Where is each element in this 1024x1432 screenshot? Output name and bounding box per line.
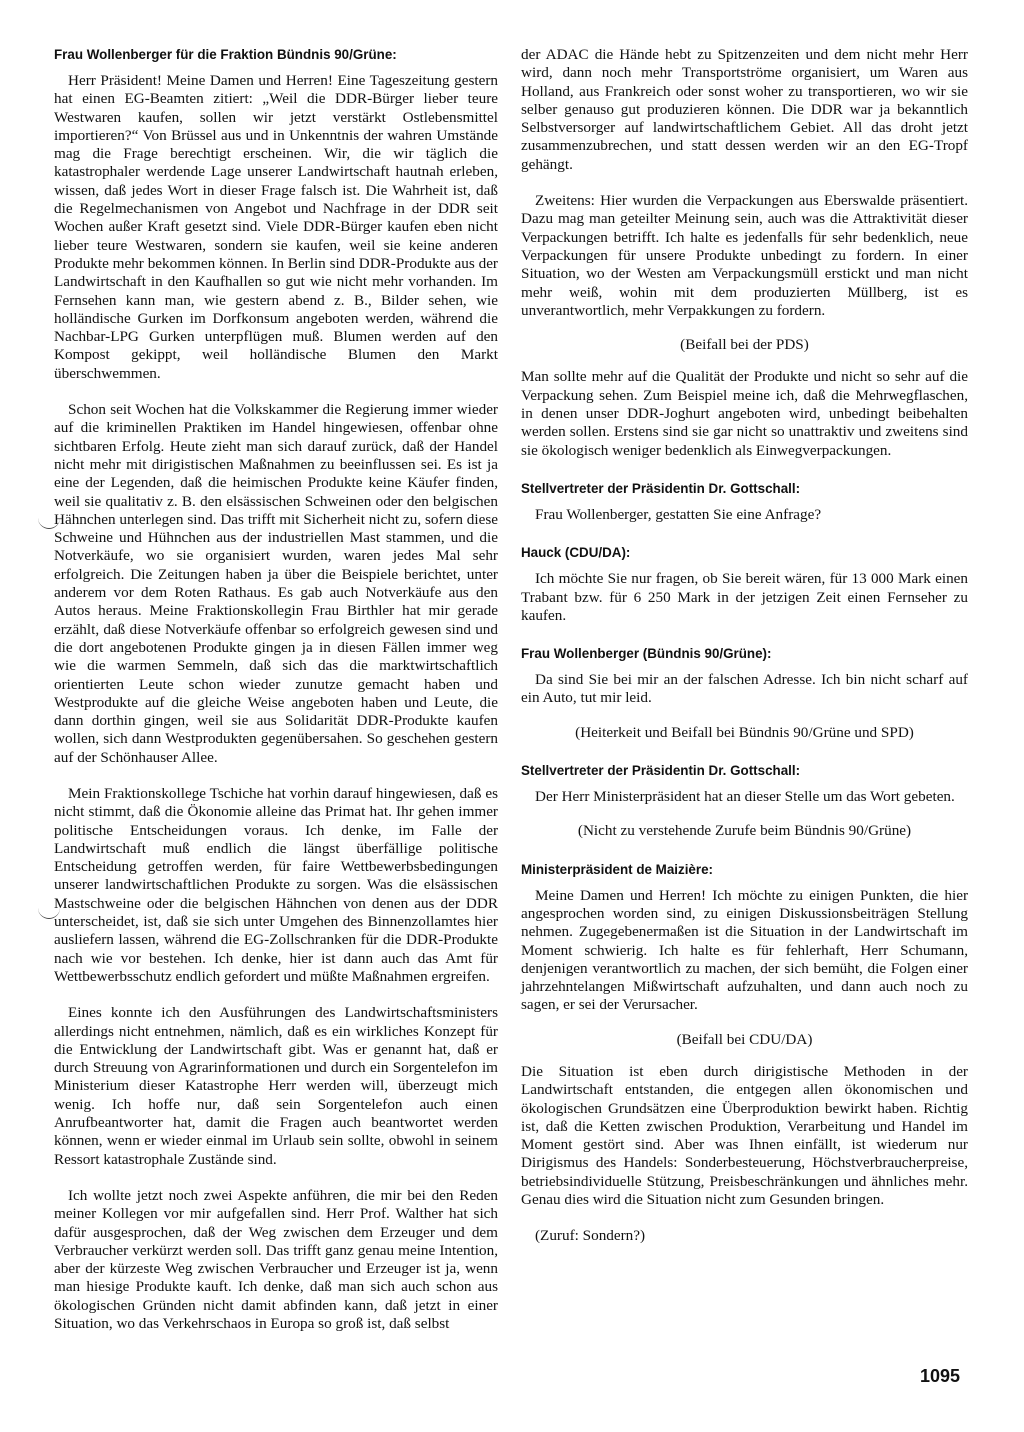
paragraph: Ich wollte jetzt noch zwei Aspekte anführen, die mir bei den Reden meiner Kollegen vor mir aufgefallen sind. Herr Prof. Walther hat sich dafür ausgesprochen, daß der Weg zwischen dem Erzeuger und dem Verbraucher verkürzt werden soll. Das trifft ganz genau meine Intention, aber der kürzeste Weg zwischen Verbraucher und Erzeuger ist ja, wenn man hiesige Produkte kauft. Ich denke, daß man sich auch schon aus ökologischen Gründen nicht damit abfinden kann, daß jetzt in einer Situation, wo das Verkehrschaos in Europa so groß ist, daß selbst xyxy=(54,1186,498,1332)
paragraph: Ich möchte Sie nur fragen, ob Sie bereit wären, für 13 000 Mark einen Trabant bzw. für 6 250 Mark in der jetzigen Zeit einen Fernseher zu kaufen. xyxy=(521,570,968,624)
right-column xyxy=(521,46,968,1246)
paragraph: Da sind Sie bei mir an der falschen Adresse. Ich bin nicht scharf auf ein Auto, tut mir leid. xyxy=(521,671,968,707)
paragraph: Zweitens: Hier wurden die Verpackungen aus Eberswalde präsentiert. Dazu mag man geteilter Meinung sein, auch was die Attraktivität dieser Verpackungen betrifft. Ich halte es jedenfalls für sehr bedenklich, neue Verpackungen für unsere Produkte unbedingt zu fordern. In einer Situation, wo der Westen am Verpackungsmüll erstickt und man nicht mehr weiß, wohin mit dem produzierten Müllberg, ist es unverantwortlich, mehr Verpakkungen zu fordern. xyxy=(521,192,968,319)
speaker-heading: Frau Wollenberger (Bündnis 90/Grüne): xyxy=(521,646,772,662)
paragraph: Frau Wollenberger, gestatten Sie eine Anfrage? xyxy=(535,505,822,523)
page-number: 1095 xyxy=(920,1366,961,1386)
paragraph: Eines konnte ich den Ausführungen des Landwirtschaftsministers allerdings nicht entnehmen, nämlich, daß es ein wirkliches Konzept für die Entwicklung der Landwirtschaft gibt. Was er genannt hat, daß er durch Streuung von Agrarinformationen und durch ein Sorgentelefon im Ministerium dieser Katastrophe Herr werden will, überzeugt mich wenig. Ich hoffe nur, daß sein Sorgentelefon auch einen Anrufbeantworter hat, damit die Fragen auch beantwortet werden können, wenn er wieder einmal im Urlaub sein sollte, obwohl in seinem Ressort katastrophale Zustände sind. xyxy=(54,1004,498,1168)
paragraph: Herr Präsident! Meine Damen und Herren! Eine Tageszeitung gestern hat einen EG-Beamten zitiert: „Weil die DDR-Bürger lieber teure Westwaren kaufen, sollen wir jetzt verstärkt Ostlebensmittel importieren?“ Von Brüssel aus und in Unkenntnis der wahren Umstände mag die Frage berechtigt erscheinen. Wir, die wir täglich die katastrophaler werdende Lage unserer Landwirtschaft hautnah erleben, wissen, daß jedes Wort in dieser Frage falsch ist. Die Wahrheit ist, daß die Regelmechanismen von Angebot und Nachfrage in der DDR seit Wochen außer Kraft gesetzt sind. Viele DDR-Bürger kaufen eben nicht lieber teure Westwaren, sondern sie kaufen, weil sie keine anderen Produkte mehr bekommen können. In Berlin sind DDR-Produkte aus der Landwirtschaft in den Kaufhallen so gut wie nicht mehr vorhanden. Im Fernsehen kann man, wie gestern abend z. B., Bilder sehen, wie holländische Gurken im Dorfkonsum angeboten werden, während die Nachbar-LPG Gurken unterpflügen muß. Blumen werden auf den Kompost gekippt, weil holländische Blumen den Markt überschwemmen. xyxy=(54,72,498,382)
paragraph: Meine Damen und Herren! Ich möchte zu einigen Punkten, die hier angesprochen worden sind, zu einigen Diskussionsbeiträgen Stellung nehmen. Zugegebenermaßen ist die Situation in der Landwirtschaft im Moment schwierig. Ich halte es für fehlerhaft, Herr Schumann, denjenigen verantwortlich zu machen, der sich bemüht, die Folgen einer jahrzehntelangen Mißwirtschaft aufzuhalten, und dann auch noch zu sagen, er sei der Verursacher. xyxy=(521,886,968,1014)
speaker-heading: Stellvertreter der Präsidentin Dr. Gottschall: xyxy=(521,763,801,779)
paragraph: Mein Fraktionskollege Tschiche hat vorhin darauf hingewiesen, daß es nicht stimmt, daß die Ökonomie alleine das Primat hat. Ihr gehen immer politische Entscheidungen voraus. Ich denke, im Falle der Landwirtschaft muß endlich die längst überfällige politische Entscheidung getroffen werden, für faire Wettbewerbsbedingungen unserer landwirtschaftlichen Produkte zu sorgen. Was die elsässischen Mastschweine oder die belgischen Hähnchen von denen aus der DDR unterscheidet, ist, daß sie sich unter Umgehen des Binnenzollamtes hier ausliefern lassen, während die EG-Zollschranken für die DDR-Produkte nach wie vor bestehen. Ich denke, hier ist dann auch das Amt für Wettbewerbsschutz endlich gefordert und müßte Maßnahmen ergreifen. xyxy=(54,784,498,985)
paragraph-continued: der ADAC die Hände hebt zu Spitzenzeiten und dem nicht mehr Herr wird, dann noch mehr Transportströme organisiert, um Waren aus Holland, aus Frankreich oder sonst woher zu transportieren, wo wir sie selber genauso gut produzieren können. Die DDR war ja bekanntlich Selbstversorger auf landwirtschaftlichem Gebiet. All das droht jetzt zusammenzubrechen, und statt dessen werden wir an den EG-Tropf gehängt. xyxy=(521,46,968,173)
speaker-heading: Hauck (CDU/DA): xyxy=(521,545,631,561)
paragraph: Schon seit Wochen hat die Volkskammer die Regierung immer wieder auf die kriminellen Praktiken im Handel hingewiesen, offenbar ohne sichtbaren Erfolg. Heute zieht man sich darauf zurück, daß der Handel nicht mehr mit dirigistischen Maßnahmen zu beeinflussen sei. Es ist ja eine der Legenden, daß die heimischen Produkte keine Käufer finden, weil sie qualitativ z. B. den elsässischen Schweinen oder den belgischen Hähnchen unterlegen sind. Das trifft mit Sicherheit nicht zu, sofern diese Schweine und Hühnchen aus der industriellen Mast stammen, und die Notverkäufe, wo sie organisiert wurden, waren jedes Mal sehr erfolgreich. Die Zeitungen haben ja über die Beispiele berichtet, unter anderem vor dem Roten Rathaus. Es gab auch Notverkäufe aus den Autos heraus. Meine Fraktionskollegin Frau Birthler hat mir gerade erzählt, daß diese Notverkäufe offenbar so erfolgreich gewesen sind und die dort angebotenen Produkte gingen ja in diesen Fällen immer weg wie die warmen Semmeln, daß sich das die marktwirtschaftlich orientierten Leute schon wieder zunutze gemacht haben und Westprodukte auf die gleiche Weise angeboten haben und Leute, die dann dorthin gingen, weil sie aus Solidarität DDR-Produkte kaufen wollen, sich dann Westprodukten gegenübersahen. So geschehen gestern auf der Schönhauser Allee. xyxy=(54,401,498,766)
interjection: (Zuruf: Sondern?) xyxy=(535,1227,646,1245)
reaction-note: (Nicht zu verstehende Zurufe beim Bündnis 90/Grüne) xyxy=(577,822,912,840)
reaction-note: (Beifall bei CDU/DA) xyxy=(676,1030,813,1048)
speaker-heading: Ministerpräsident de Maizière: xyxy=(521,861,713,877)
speaker-heading: Frau Wollenberger für die Fraktion Bündnis 90/Grüne: xyxy=(54,47,397,62)
paragraph: Man sollte mehr auf die Qualität der Produkte und nicht so sehr auf die Verpackung sehen. Zum Beispiel meine ich, daß die Mehrwegflaschen, in denen unser DDR-Joghurt angeboten wird, unbedingt beibehalten werden sollen. Erstens sind sie gar nicht so unattraktiv und zweitens sind sie ökologisch weniger bedenklich als Einwegverpackungen. xyxy=(521,368,968,459)
paragraph: Der Herr Ministerpräsident hat an dieser Stelle um das Wort gebeten. xyxy=(535,788,955,806)
paragraph: Die Situation ist eben durch dirigistische Methoden in der Landwirtschaft entstanden, die entgegen allen ökonomischen und ökologischen Grundsätzen eine Überproduktion bewirkt haben. Richtig ist, daß die Ketten zwischen Produktion, Verarbeitung und Handel im Moment gestört sind. Aber was Ihnen einfällt, ist wiederum nur Dirigismus des Handels: Sonderbesteuerung, Höchstverbraucherpreise, betriebsindividuelle Stützung, Preisbeschränkungen und ähnliches mehr. Genau dies wird die Situation nicht zum Gesunden bringen. xyxy=(521,1062,968,1209)
reaction-note: (Beifall bei der PDS) xyxy=(680,336,809,354)
reaction-note: (Heiterkeit und Beifall bei Bündnis 90/Grüne und SPD) xyxy=(575,723,914,741)
speaker-heading: Stellvertreter der Präsidentin Dr. Gottschall: xyxy=(521,480,801,496)
left-column xyxy=(54,46,498,1333)
